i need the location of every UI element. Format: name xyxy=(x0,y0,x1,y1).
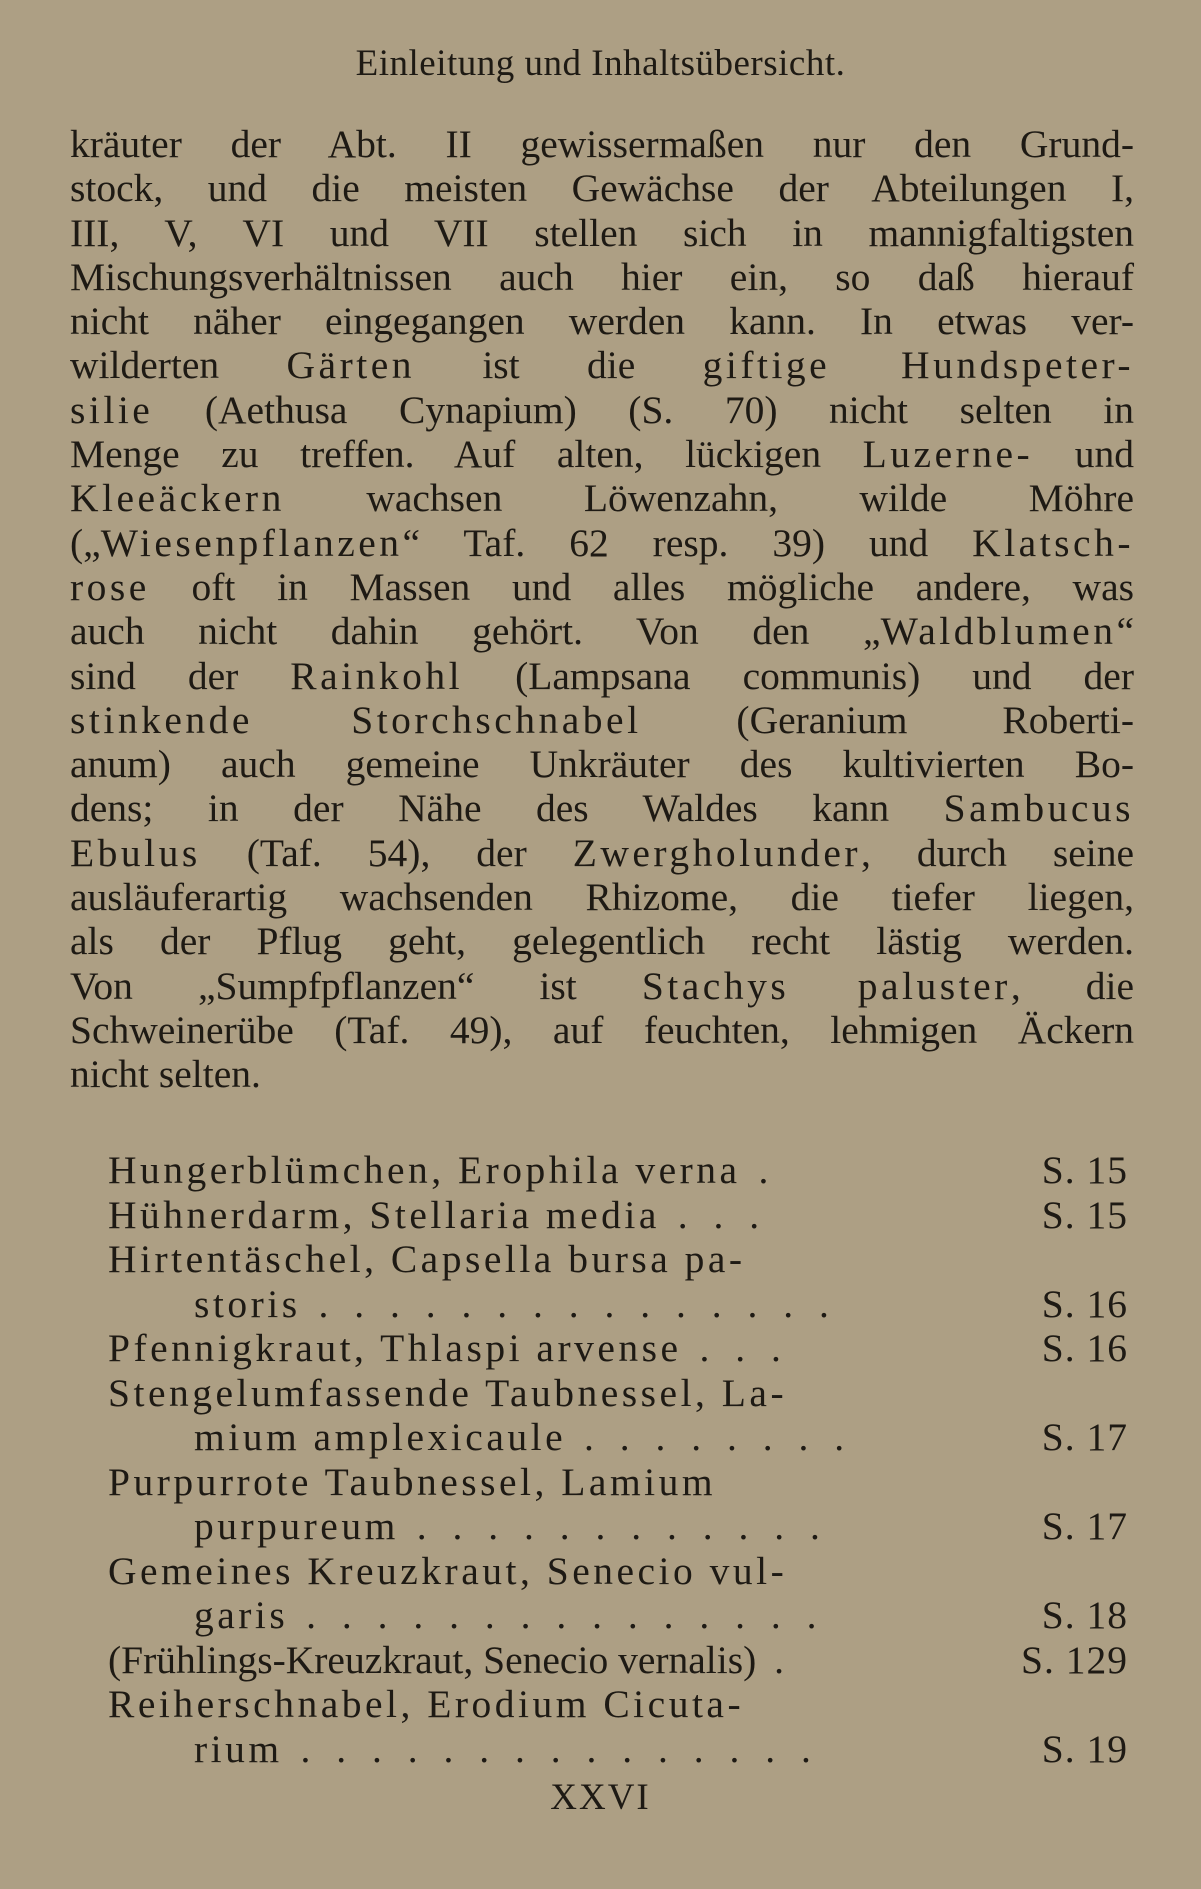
text-segment: Stachys paluster xyxy=(641,963,1011,1008)
toc-entry-continuation xyxy=(108,1727,958,1772)
text-line xyxy=(70,122,1134,166)
text-segment: stock, und die meisten Gewächse der Abteilungen I, xyxy=(70,166,1134,211)
text-line xyxy=(70,211,1134,255)
toc-entry-name xyxy=(108,1549,958,1594)
text-line xyxy=(70,521,1134,565)
toc-page-ref: S. 17 xyxy=(1041,1415,1128,1459)
text-segment: “ xyxy=(1116,609,1134,654)
text-segment: stinkende Storchschnabel xyxy=(70,697,642,742)
toc-entry-continuation-text: garis xyxy=(194,1593,289,1637)
text-line xyxy=(70,786,1134,830)
text-line xyxy=(70,255,1134,299)
leader-dots: . . . xyxy=(681,1326,789,1370)
toc-entry-continuation-text: purpureum xyxy=(194,1504,399,1548)
text-segment: (Lampsana communis) und der xyxy=(463,653,1134,698)
toc-entry xyxy=(108,1371,1128,1460)
text-segment: Zwergholunder xyxy=(572,830,862,875)
text-segment: auch nicht dahin gehört. Von den „ xyxy=(70,609,881,654)
text-line xyxy=(70,698,1134,742)
page-number: XXVI xyxy=(550,1777,651,1818)
toc-entry-name xyxy=(108,1148,958,1193)
text-line xyxy=(70,432,1134,476)
text-segment: und xyxy=(1033,432,1135,477)
toc-entry-title: Hungerblümchen, Erophila verna xyxy=(108,1148,741,1192)
text-segment: ist die xyxy=(414,343,703,388)
text-line xyxy=(70,654,1134,698)
toc-page-ref: S. 18 xyxy=(1041,1593,1128,1637)
text-segment: Ebulus xyxy=(70,830,201,875)
text-line xyxy=(70,166,1134,210)
text-line xyxy=(70,919,1134,963)
text-segment: wilderten xyxy=(70,343,287,388)
leader-dots: . . . xyxy=(659,1192,768,1237)
text-segment: nicht näher eingegangen werden kann. In etwas ver- xyxy=(70,299,1134,344)
toc-entry-name xyxy=(108,1193,958,1238)
toc-page-ref: S. 15 xyxy=(1041,1192,1128,1237)
toc-entry-continuation xyxy=(108,1415,958,1460)
toc-entry xyxy=(108,1237,1128,1326)
toc-entry-title: (Frühlings-Kreuzkraut, Senecio vernalis) xyxy=(108,1637,757,1682)
text-segment: (Aethusa Cynapium) (S. 70) nicht selten in xyxy=(153,387,1134,432)
text-line xyxy=(70,831,1134,875)
text-segment: kräuter der Abt. II gewissermaßen nur den Grund- xyxy=(70,122,1134,166)
toc-entry-name xyxy=(108,1326,958,1371)
text-line xyxy=(70,875,1134,919)
text-line xyxy=(70,343,1134,387)
toc-page-ref: S. 16 xyxy=(1041,1326,1128,1370)
toc-entry-continuation xyxy=(108,1504,958,1549)
toc-page-ref: S. 129 xyxy=(1021,1637,1128,1682)
text-line xyxy=(70,1008,1134,1052)
toc-entry xyxy=(108,1638,1128,1683)
leader-dots: . xyxy=(740,1148,777,1192)
text-segment: Menge zu treffen. Auf alten, lückigen xyxy=(70,432,863,477)
toc-page-ref: S. 16 xyxy=(1041,1281,1128,1326)
toc-entry-name xyxy=(108,1638,958,1683)
toc-entry-title: Purpurrote Taubnessel, Lamium xyxy=(108,1459,717,1504)
toc-entry-title: Hühnerdarm, Stellaria media xyxy=(108,1192,660,1237)
leader-dots: . . . . . . . . . . . . xyxy=(398,1504,828,1548)
toc-entry xyxy=(108,1193,1128,1238)
text-segment: dens; in der Nähe des Waldes kann xyxy=(70,786,944,831)
toc-entry-continuation-text: storis xyxy=(194,1281,301,1326)
toc-entry-name xyxy=(108,1237,958,1282)
text-segment: ausläuferartig wachsenden Rhizome, die tiefer liegen, xyxy=(70,875,1134,920)
text-line xyxy=(70,388,1134,432)
text-line xyxy=(70,299,1134,343)
toc-entry-title: Pfennigkraut, Thlaspi arvense xyxy=(108,1326,682,1370)
toc-entry xyxy=(108,1326,1128,1371)
text-segment: wachsen Löwenzahn, wilde Möhre xyxy=(284,476,1134,521)
toc-entry-continuation-text: mium amplexicaule xyxy=(194,1415,567,1459)
text-line xyxy=(70,609,1134,653)
text-line xyxy=(70,742,1134,786)
toc-entry-title: Reiherschnabel, Erodium Cicuta- xyxy=(108,1682,745,1726)
text-segment: Waldblumen xyxy=(880,609,1117,654)
leader-dots: . xyxy=(756,1637,793,1682)
running-head: Einleitung und Inhaltsübersicht. xyxy=(355,43,846,84)
toc-entry xyxy=(108,1682,1128,1771)
text-segment: Rainkohl xyxy=(290,653,464,698)
toc-entry-name xyxy=(108,1682,958,1727)
toc-page-ref: S. 17 xyxy=(1041,1504,1128,1548)
toc-entry xyxy=(108,1460,1128,1549)
text-segment: rose xyxy=(70,564,150,609)
toc-entry-title: Gemeines Kreuzkraut, Senecio vul- xyxy=(108,1548,788,1593)
toc-page-ref: S. 15 xyxy=(1041,1148,1128,1192)
toc-entry-continuation xyxy=(108,1282,958,1327)
text-line xyxy=(70,565,1134,609)
text-segment: Wiesenpflanzen xyxy=(100,520,403,565)
text-segment: giftige Hundspeter- xyxy=(702,343,1134,388)
toc-page-ref: S. 19 xyxy=(1041,1726,1128,1771)
text-segment: Klatsch- xyxy=(972,520,1134,565)
toc-entry-continuation-text: rium xyxy=(194,1726,283,1771)
text-segment: Schweinerübe (Taf. 49), auf feuchten, lehmigen Äckern xyxy=(70,1007,1134,1052)
text-segment: , die xyxy=(1010,963,1135,1008)
text-segment: Von „Sumpfpflanzen“ ist xyxy=(70,963,642,1008)
leader-dots: . . . . . . . . . . . . . . . xyxy=(282,1726,819,1771)
text-segment: sind der xyxy=(70,653,291,698)
text-segment: nicht selten. xyxy=(70,1052,261,1097)
text-segment: silie xyxy=(70,387,154,432)
toc-entry xyxy=(108,1549,1128,1638)
toc-entry-name xyxy=(108,1371,958,1416)
toc-entry-title: Stengelumfassende Taubnessel, La- xyxy=(108,1370,788,1415)
text-segment: oft in Massen und alles mögliche andere, was xyxy=(149,564,1134,609)
text-line xyxy=(70,1052,1134,1096)
text-segment: III, V, VI und VII stellen sich in mannigfaltigsten xyxy=(70,210,1134,255)
toc-entry-continuation xyxy=(108,1593,958,1638)
table-of-contents xyxy=(108,1148,1128,1771)
text-line xyxy=(70,964,1134,1008)
leader-dots: . . . . . . . . . . . . . . . xyxy=(288,1593,825,1637)
text-segment: Gärten xyxy=(286,343,415,388)
text-segment: anum) auch gemeine Unkräuter des kultivierten Bo- xyxy=(70,742,1134,787)
text-segment: (Taf. 54), der xyxy=(200,830,573,875)
toc-entry-name xyxy=(108,1460,958,1505)
text-segment: („ xyxy=(70,520,101,565)
toc-entry xyxy=(108,1148,1128,1193)
toc-entry-title: Hirtentäschel, Capsella bursa pa- xyxy=(108,1237,746,1281)
body-paragraph xyxy=(70,122,1134,1097)
text-segment: als der Pflug geht, gelegentlich recht lästig werden. xyxy=(70,919,1134,964)
text-segment: Kleeäckern xyxy=(70,476,285,521)
leader-dots: . . . . . . . . . . . . . . . xyxy=(300,1281,837,1326)
text-segment: , durch seine xyxy=(861,830,1134,875)
text-segment: Sambucus xyxy=(943,786,1134,831)
text-line xyxy=(70,476,1134,520)
text-segment: (Geranium Roberti- xyxy=(641,697,1134,742)
text-segment: Luzerne- xyxy=(862,432,1034,477)
text-segment: “ Taf. 62 resp. 39) und xyxy=(402,520,973,565)
leader-dots: . . . . . . . . xyxy=(566,1415,853,1459)
text-segment: Mischungsverhältnissen auch hier ein, so daß hierauf xyxy=(70,254,1134,299)
